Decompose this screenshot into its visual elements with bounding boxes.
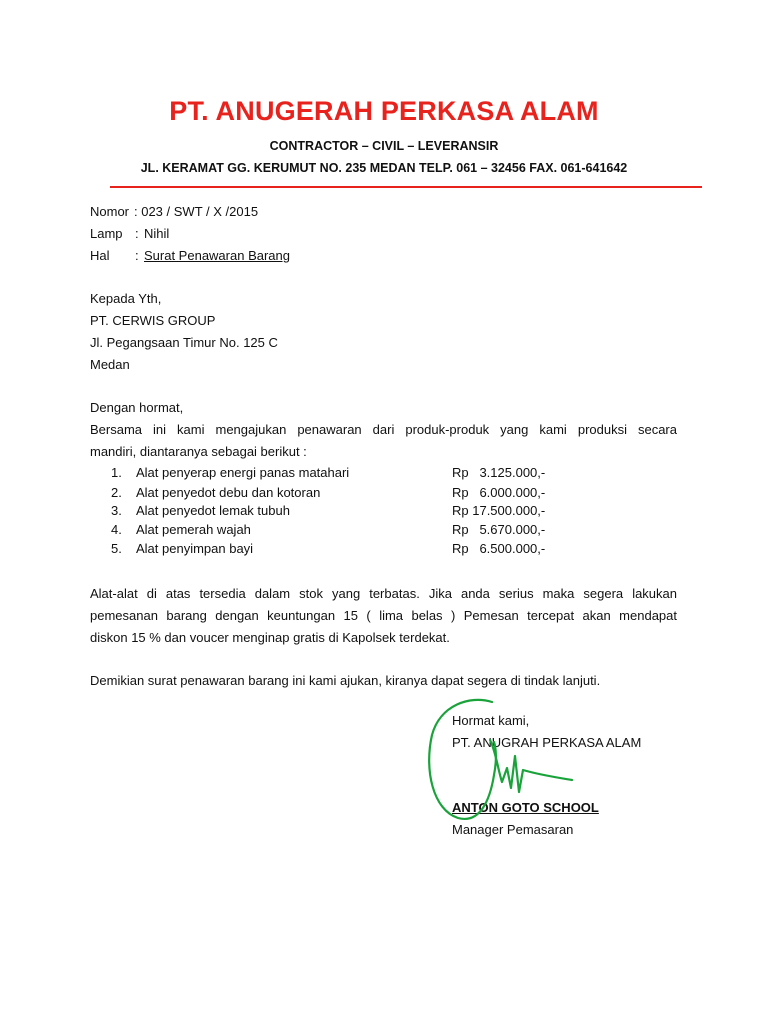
list-item-number: 5. xyxy=(111,541,122,556)
signature-company: PT. ANUGRAH PERKASA ALAM xyxy=(452,735,642,750)
lamp-colon: : xyxy=(135,226,139,241)
company-name: PT. ANUGERAH PERKASA ALAM xyxy=(169,96,599,126)
company-address: JL. KERAMAT GG. KERUMUT NO. 235 MEDAN TELP. 061 – 32456 FAX. 061-641642 xyxy=(140,161,628,175)
nomor-label: Nomor xyxy=(90,204,130,219)
salutation: Dengan hormat, xyxy=(90,400,184,415)
recipient-greeting: Kepada Yth, xyxy=(90,291,162,306)
list-item-number: 4. xyxy=(111,522,122,537)
list-item-name: Alat penyedot debu dan kotoran xyxy=(136,485,321,500)
hal-label: Hal xyxy=(90,248,110,263)
company-tagline: CONTRACTOR – CIVIL – LEVERANSIR xyxy=(269,139,499,153)
hal-colon: : xyxy=(135,248,139,263)
list-item-price: Rp 17.500.000,- xyxy=(452,503,546,518)
list-item-price: Rp 3.125.000,- xyxy=(452,465,546,480)
intro-line-2: mandiri, diantaranya sebagai berikut : xyxy=(90,444,307,459)
signer-title: Manager Pemasaran xyxy=(452,822,574,837)
list-item-name: Alat pemerah wajah xyxy=(136,522,251,537)
stock-line-1: Alat-alat di atas tersedia dalam stok yang terbatas. Jika anda serius maka segera lakukan xyxy=(90,586,677,601)
list-item-price: Rp 5.670.000,- xyxy=(452,522,546,537)
regards-text: Hormat kami, xyxy=(452,713,530,728)
list-item-name: Alat penyedot lemak tubuh xyxy=(136,503,290,518)
hal-value: Surat Penawaran Barang xyxy=(144,248,290,263)
list-item-price: Rp 6.500.000,- xyxy=(452,541,546,556)
recipient-name: PT. CERWIS GROUP xyxy=(90,313,216,328)
list-item-number: 3. xyxy=(111,503,122,518)
list-item-number: 2. xyxy=(111,485,122,500)
recipient-street: Jl. Pegangsaan Timur No. 125 C xyxy=(90,335,278,350)
recipient-city: Medan xyxy=(90,357,130,372)
list-item-name: Alat penyerap energi panas matahari xyxy=(136,465,350,480)
nomor-value: : 023 / SWT / X /2015 xyxy=(134,204,259,219)
intro-line-1: Bersama ini kami mengajukan penawaran dari produk-produk yang kami produksi secara xyxy=(90,422,677,437)
signer-name: ANTON GOTO SCHOOL xyxy=(452,800,599,815)
stock-line-2: pemesanan barang dengan keuntungan 15 ( lima belas ) Pemesan tercepat akan mendapat xyxy=(90,608,677,623)
lamp-label: Lamp xyxy=(90,226,123,241)
list-item-number: 1. xyxy=(111,465,122,480)
list-item-name: Alat penyimpan bayi xyxy=(136,541,254,556)
list-item-price: Rp 6.000.000,- xyxy=(452,485,546,500)
stock-line-3: diskon 15 % dan voucer menginap gratis di Kapolsek terdekat. xyxy=(90,630,450,645)
closing-text: Demikian surat penawaran barang ini kami ajukan, kiranya dapat segera di tindak lanjuti. xyxy=(90,673,601,688)
lamp-value: Nihil xyxy=(144,226,170,241)
